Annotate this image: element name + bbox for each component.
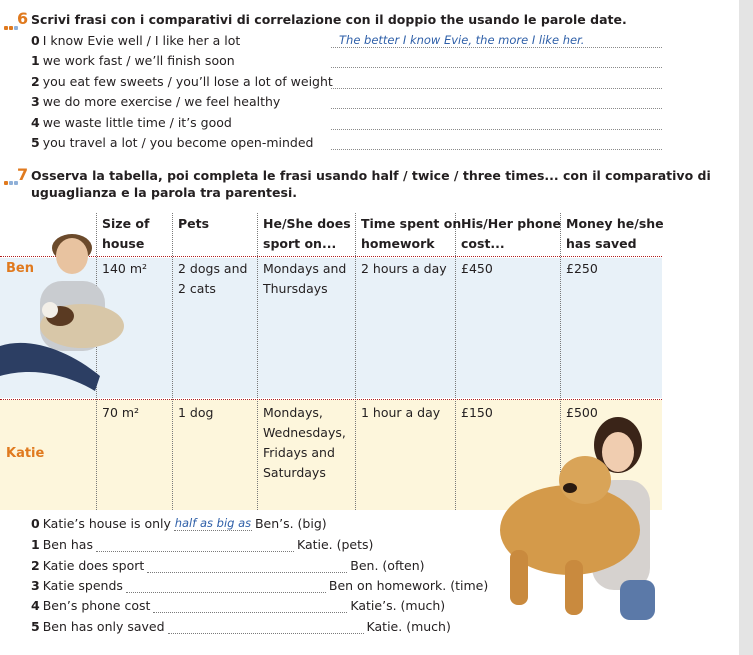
exercise-7-sentence [31, 598, 445, 613]
exercise-6-number: 6 [17, 9, 29, 28]
column-divider [355, 213, 356, 510]
katie-photo [470, 410, 660, 625]
item-number: 5 [31, 135, 40, 150]
sentence-number: 3 [31, 578, 40, 593]
answer-line[interactable] [331, 67, 662, 68]
sentence-number: 4 [31, 598, 40, 613]
ben-homework: 2 hours a day [361, 261, 447, 276]
katie-phone: £150 [461, 405, 493, 420]
header-size: Size of house [102, 216, 150, 251]
sentence-end: Ben on homework. (time) [328, 578, 489, 593]
row-name-ben: Ben [6, 261, 34, 276]
exercise-7-sentence [31, 578, 488, 593]
ben-money: £250 [566, 261, 598, 276]
answer-gap[interactable] [153, 598, 347, 613]
sentence-number: 2 [31, 558, 40, 573]
sentence-number: 0 [31, 516, 40, 531]
ben-pets: 2 dogs and 2 cats [178, 261, 248, 296]
sentence-start: Katie’s house is only [42, 516, 171, 531]
column-divider [455, 213, 456, 510]
sentence-end: Ben. (often) [350, 558, 425, 573]
exercise-6-item [31, 115, 232, 130]
item-prompt: you travel a lot / you become open-minded [42, 135, 314, 150]
header-homework: Time spent on homework [361, 216, 462, 251]
sentence-start: Ben has [42, 537, 93, 552]
exercise-7-sentence [31, 619, 451, 634]
answer-line[interactable] [331, 149, 662, 150]
header-phone: His/Her phone cost... [461, 216, 562, 251]
katie-pets: 1 dog [178, 405, 214, 420]
exercise-6-item [31, 74, 333, 89]
sentence-start: Katie does sport [42, 558, 145, 573]
answer-gap[interactable] [96, 537, 294, 552]
answer-line[interactable] [331, 129, 662, 130]
item-prompt: we do more exercise / we feel healthy [42, 94, 281, 109]
ben-phone: £450 [461, 261, 493, 276]
exercise-6-item [31, 94, 280, 109]
katie-homework: 1 hour a day [361, 405, 441, 420]
answer-gap[interactable] [168, 619, 364, 634]
sentence-start: Ben has only saved [42, 619, 165, 634]
exercise-7-title-line1: Osserva la tabella, poi completa le frasi usando half / twice / three times... con il comparativo di [31, 168, 711, 183]
answer-gap[interactable] [147, 558, 347, 573]
katie-size: 70 m² [102, 405, 140, 420]
row-name-katie: Katie [6, 446, 45, 461]
item-number: 0 [31, 33, 40, 48]
sentence-end: Ben’s. (big) [254, 516, 327, 531]
item-number: 1 [31, 53, 40, 68]
column-divider [172, 213, 173, 510]
answer-gap[interactable]: half as big as [174, 516, 252, 530]
exercise-6-title: Scrivi frasi con i comparativi di correlazione con il doppio the usando le parole date. [31, 12, 627, 27]
item-number: 4 [31, 115, 40, 130]
header-sport: He/She does sport on... [263, 216, 351, 251]
ben-photo [0, 226, 140, 396]
answer-line[interactable] [331, 47, 662, 48]
example-answer: The better I know Evie, the more I like her. [339, 33, 585, 47]
sentence-start: Ben’s phone cost [42, 598, 151, 613]
ben-sport: Mondays and Thursdays [263, 261, 347, 296]
item-prompt: we work fast / we’ll finish soon [42, 53, 235, 68]
katie-sport: Mondays, Wednesdays, Fridays and Saturdays [263, 405, 346, 480]
scrollbar[interactable] [739, 0, 753, 655]
header-money: Money he/she has saved [566, 216, 664, 251]
exercise-6-item [31, 33, 240, 48]
exercise-6-item [31, 135, 313, 150]
row-divider [0, 399, 662, 400]
exercise-7-sentence [31, 516, 327, 531]
item-number: 2 [31, 74, 40, 89]
exercise-7-sentence [31, 558, 425, 573]
sentence-number: 5 [31, 619, 40, 634]
item-number: 3 [31, 94, 40, 109]
exercise-7-number: 7 [17, 165, 29, 184]
exercise-7-sentence [31, 537, 373, 552]
sentence-start: Katie spends [42, 578, 123, 593]
item-prompt: we waste little time / it’s good [42, 115, 232, 130]
answer-gap[interactable] [126, 578, 326, 593]
sentence-end: Katie. (pets) [296, 537, 374, 552]
answer-line[interactable] [331, 108, 662, 109]
item-prompt: you eat few sweets / you’ll lose a lot of weight [42, 74, 333, 89]
sentence-end: Katie’s. (much) [350, 598, 446, 613]
exercise-6-item [31, 53, 235, 68]
column-divider [257, 213, 258, 510]
exercise-7-title-line2: uguaglianza e la parola tra parentesi. [31, 185, 297, 200]
answer-line[interactable] [331, 88, 662, 89]
ben-size: 140 m² [102, 261, 148, 276]
sentence-end: Katie. (much) [366, 619, 451, 634]
sentence-number: 1 [31, 537, 40, 552]
header-pets: Pets [178, 216, 210, 231]
katie-money: £500 [566, 405, 598, 420]
item-prompt: I know Evie well / I like her a lot [42, 33, 241, 48]
